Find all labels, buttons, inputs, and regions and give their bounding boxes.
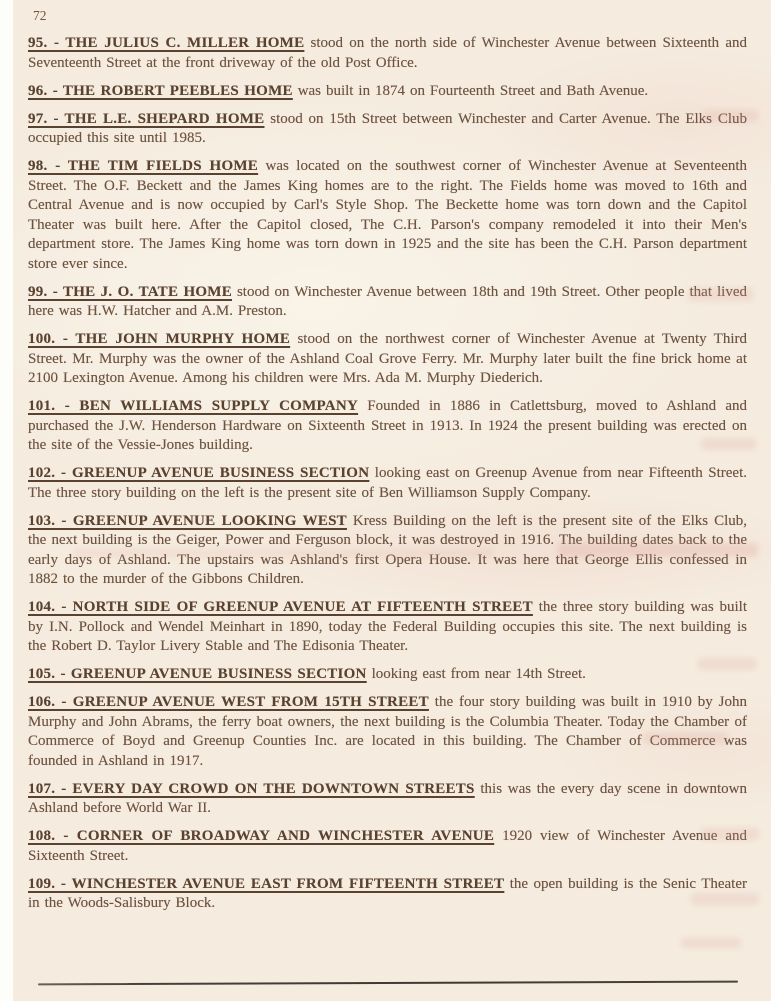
entry (28, 875, 747, 914)
entry-heading: 95. - THE JULIUS C. MILLER HOME (28, 35, 305, 51)
entry-heading: 103. - GREENUP AVENUE LOOKING WEST (28, 512, 347, 529)
entry-heading: 97. - THE L.E. SHEPARD HOME (28, 110, 265, 127)
entry-heading: 106. - GREENUP AVENUE WEST FROM 15TH STREET (28, 694, 429, 710)
entry (28, 82, 747, 102)
entry (28, 157, 747, 274)
entry (28, 397, 747, 456)
entry (28, 34, 747, 73)
entry-body: Founded in 1886 in Catlettsburg, moved to Ashland and purchased the J.W. Henderson Hardware on Sixteenth Street in 1913. In 1924 the present building was erected on the site of the Vessie-Jones building. (28, 398, 747, 453)
entry-heading: 107. - EVERY DAY CROWD ON THE DOWNTOWN STREETS (28, 780, 475, 797)
entry-heading: 105. - GREENUP AVENUE BUSINESS SECTION (28, 666, 367, 682)
page-footer-rule (38, 981, 738, 986)
entry-body: stood on 15th Street between Winchester and Carter Avenue. The Elks Club occupied this site until 1985. (28, 110, 747, 146)
scan-bleed-artifact (681, 938, 741, 948)
entry-body: was located on the southwest corner of Winchester Avenue at Seventeenth Street. The O.F. Beckett and the James King homes are to the right. The Fields home was moved to 16th and Central Avenue and is now occupied by Carl's Style Shop. The Beckette home was torn down and the Capitol Theater was built here. After the Capitol closed, The C.H. Parson's company remodeled it into their Men's department store. The James King home was torn down in 1925 and the site has been the C.H. Parson department store ever since. (28, 158, 748, 272)
entry-body: stood on Winchester Avenue between 18th and 19th Street. Other people that lived here was H.W. Hatcher and A.M. Preston. (28, 283, 747, 319)
entry (28, 283, 747, 322)
entry-body: the three story building was built by I.N. Pollock and Wendel Meinhart in 1890, today the Federal Building occupies this site. The next building is the Robert D. Taylor Livery Stable and The Edisonia Theater. (28, 599, 748, 654)
entry (28, 110, 747, 149)
entry-body: the open building is the Senic Theater in the Woods-Salisbury Block. (28, 875, 747, 911)
entry (28, 665, 747, 685)
entry (28, 464, 747, 503)
entry-body: the four story building was built in 1910 by John Murphy and John Abrams, the ferry boat owners, the next building is the Columbia Theater. Today the Chamber of Commerce of Boyd and Greenup Counties Inc. are located in this building. The Chamber of Commerce was founded in Ashland in 1917. (28, 694, 748, 769)
entry-heading: 108. - CORNER OF BROADWAY AND WINCHESTER AVENUE (28, 828, 495, 844)
entry-body: 1920 view of Winchester Avenue and Sixteenth Street. (28, 828, 748, 864)
entry-body: was built in 1874 on Fourteenth Street and Bath Avenue. (297, 82, 649, 99)
entry-heading: 98. - THE TIM FIELDS HOME (28, 158, 259, 174)
entry-body: stood on the north side of Winchester Avenue between Sixteenth and Seventeenth Street at the front driveway of the old Post Office. (28, 35, 748, 71)
entry-heading: 104. - NORTH SIDE OF GREENUP AVENUE AT FIFTEENTH STREET (28, 599, 533, 615)
entry (28, 598, 747, 657)
entry (28, 693, 747, 771)
entry-heading: 102. - GREENUP AVENUE BUSINESS SECTION (28, 465, 370, 481)
entry (28, 330, 747, 389)
entry-heading: 109. - WINCHESTER AVENUE EAST FROM FIFTEENTH STREET (28, 875, 505, 892)
entry-heading: 100. - THE JOHN MURPHY HOME (28, 331, 291, 347)
entry-heading: 99. - THE J. O. TATE HOME (28, 283, 232, 300)
entry (28, 780, 747, 819)
entry (28, 827, 747, 866)
entry-body: Kress Building on the left is the present site of the Elks Club, the next building is the Geiger, Power and Ferguson block, it was destroyed in 1916. The building dates back to the early days of Ashland. The upstairs was Ashland's first Opera House. It was here that George Ellis confessed in 1882 to the murder of the Gibbons Children. (28, 512, 747, 587)
entry-heading: 96. - THE ROBERT PEEBLES HOME (28, 82, 293, 99)
entry-body: looking east from near 14th Street. (371, 666, 586, 682)
entry (28, 512, 747, 590)
entry-body: stood on the northwest corner of Winchester Avenue at Twenty Third Street. Mr. Murphy was the owner of the Ashland Coal Grove Ferry. Mr. Murphy later built the fine brick home at 2100 Lexington Avenue. Among his children were Mrs. Ada M. Murphy Diederich. (28, 331, 747, 386)
entry-heading: 101. - BEN WILLIAMS SUPPLY COMPANY (28, 398, 359, 414)
paper-background (13, 0, 771, 1001)
caption-list (28, 34, 747, 922)
page-number: 72 (33, 8, 47, 23)
entry-body: looking east on Greenup Avenue from near Fifteenth Street. The three story building on the left is the present site of Ben Williamson Supply Company. (28, 465, 747, 501)
entry-body: this was the every day scene in downtown Ashland before World War II. (28, 780, 747, 816)
